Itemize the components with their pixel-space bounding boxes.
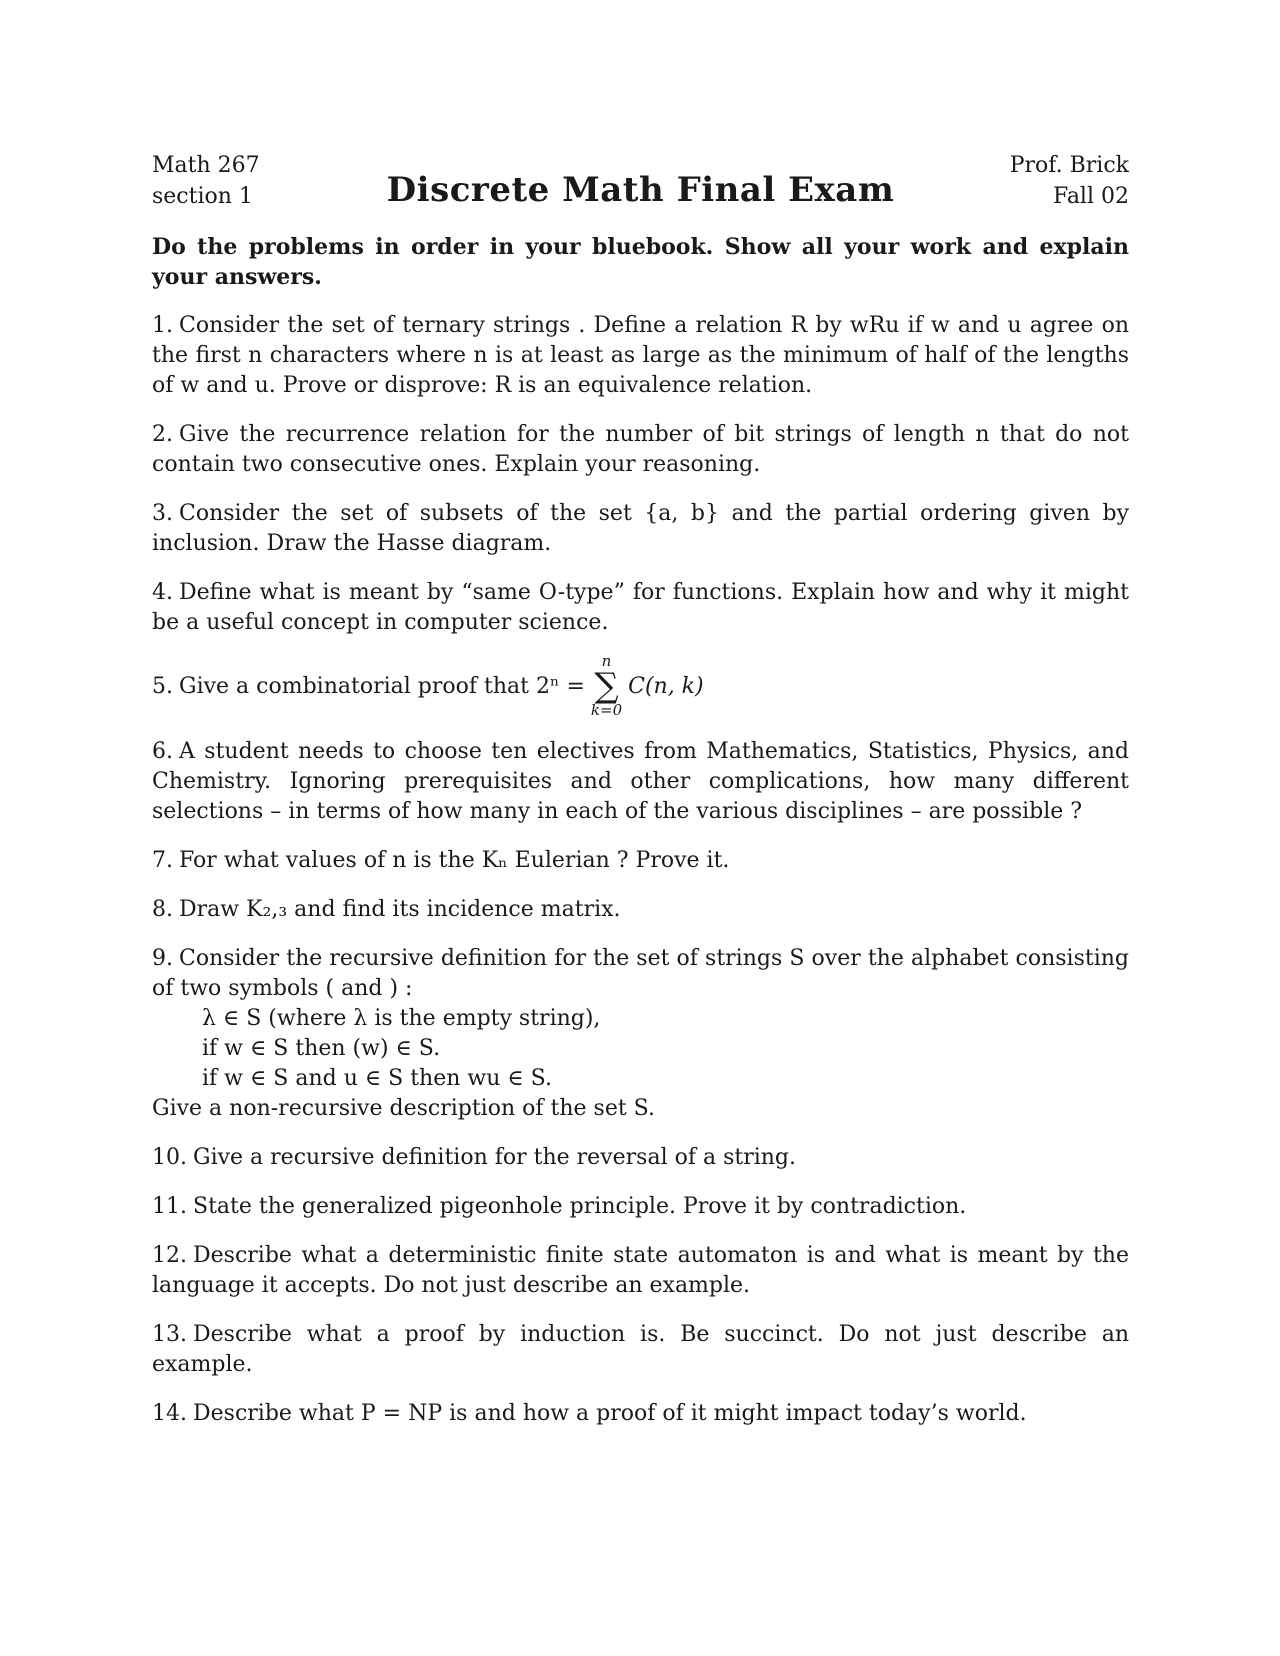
exam-header xyxy=(152,150,1129,212)
header-right xyxy=(1010,150,1129,212)
page-title: Discrete Math Final Exam xyxy=(386,170,895,210)
term-label: Fall 02 xyxy=(1053,184,1129,209)
rule-3: if w ∈ S and u ∈ S then wu ∈ S. xyxy=(202,1066,552,1091)
sigma-icon: ∑ xyxy=(594,666,619,706)
problem-5: 5. Give a combinatorial proof that 2ⁿ = n ∑ k=0 C(n, k) xyxy=(152,652,704,719)
instructions: Do the problems in order in your bluebook. Show all your work and explain your answers. xyxy=(152,234,1129,290)
problem-13: 13. Describe what a proof by induction is. Be succinct. Do not just describe an example. xyxy=(152,1322,1129,1377)
problem-8: 8. Draw K₂,₃ and find its incidence matrix. xyxy=(152,897,621,922)
problem-2: 2. Give the recurrence relation for the number of bit strings of length n that do not contain two consecutive ones. Explain your reasoning. xyxy=(152,422,1129,477)
problem-11: 11. State the generalized pigeonhole principle. Prove it by contradiction. xyxy=(152,1194,967,1219)
problem-4: 4. Define what is meant by “same O-type” for functions. Explain how and why it might be a useful concept in computer science. xyxy=(152,580,1129,635)
course-label: Math 267 xyxy=(152,153,260,178)
exam-page xyxy=(152,150,1129,1429)
problem-12: 12. Describe what a deterministic finite state automaton is and what is meant by the language it accepts. Do not just describe an example. xyxy=(152,1243,1129,1298)
problem-9-outro: Give a non-recursive description of the set S. xyxy=(152,1096,655,1121)
problem-7: 7. For what values of n is the Kₙ Eulerian ? Prove it. xyxy=(152,848,730,873)
summation xyxy=(591,654,622,718)
problem-6: 6. A student needs to choose ten electives from Mathematics, Statistics, Physics, and Chemistry. Ignoring prerequisites and other complications, how many different selections – in terms of how many in each of the various disciplines – are possible ? xyxy=(152,739,1129,824)
summand: C(n, k) xyxy=(628,673,704,699)
problem-1: 1. Consider the set of ternary strings . Define a relation R by wRu if w and u agree on the first n characters where n is at least as large as the minimum of half of the lengths of w and u. Prove or disprove: R is an equivalence relation. xyxy=(152,313,1129,398)
problem-10: 10. Give a recursive definition for the reversal of a string. xyxy=(152,1145,797,1170)
professor-label: Prof. Brick xyxy=(1009,153,1129,178)
sum-upper-limit: n xyxy=(601,652,612,670)
rule-1: λ ∈ S (where λ is the empty string), xyxy=(202,1006,601,1031)
problem-5-text: Give a combinatorial proof that 2ⁿ = xyxy=(179,673,585,699)
sum-lower-limit: k=0 xyxy=(590,701,623,719)
recursive-rules xyxy=(152,1004,1129,1094)
problem-14: 14. Describe what P = NP is and how a proof of it might impact today’s world. xyxy=(152,1401,1027,1426)
rule-2: if w ∈ S then (w) ∈ S. xyxy=(202,1036,441,1061)
problem-9: 9. Consider the recursive definition for the set of strings S over the alphabet consisting of two symbols ( and ) : λ ∈ S (where λ is the empty string), if w ∈ S then (w) ∈ S. if w ∈ S and u ∈ S then wu ∈ S. Give a non-recursive description of the set S. xyxy=(152,944,1129,1124)
section-label: section 1 xyxy=(152,184,253,209)
problem-3: 3. Consider the set of subsets of the set {a, b} and the partial ordering given by inclusion. Draw the Hasse diagram. xyxy=(152,501,1129,556)
